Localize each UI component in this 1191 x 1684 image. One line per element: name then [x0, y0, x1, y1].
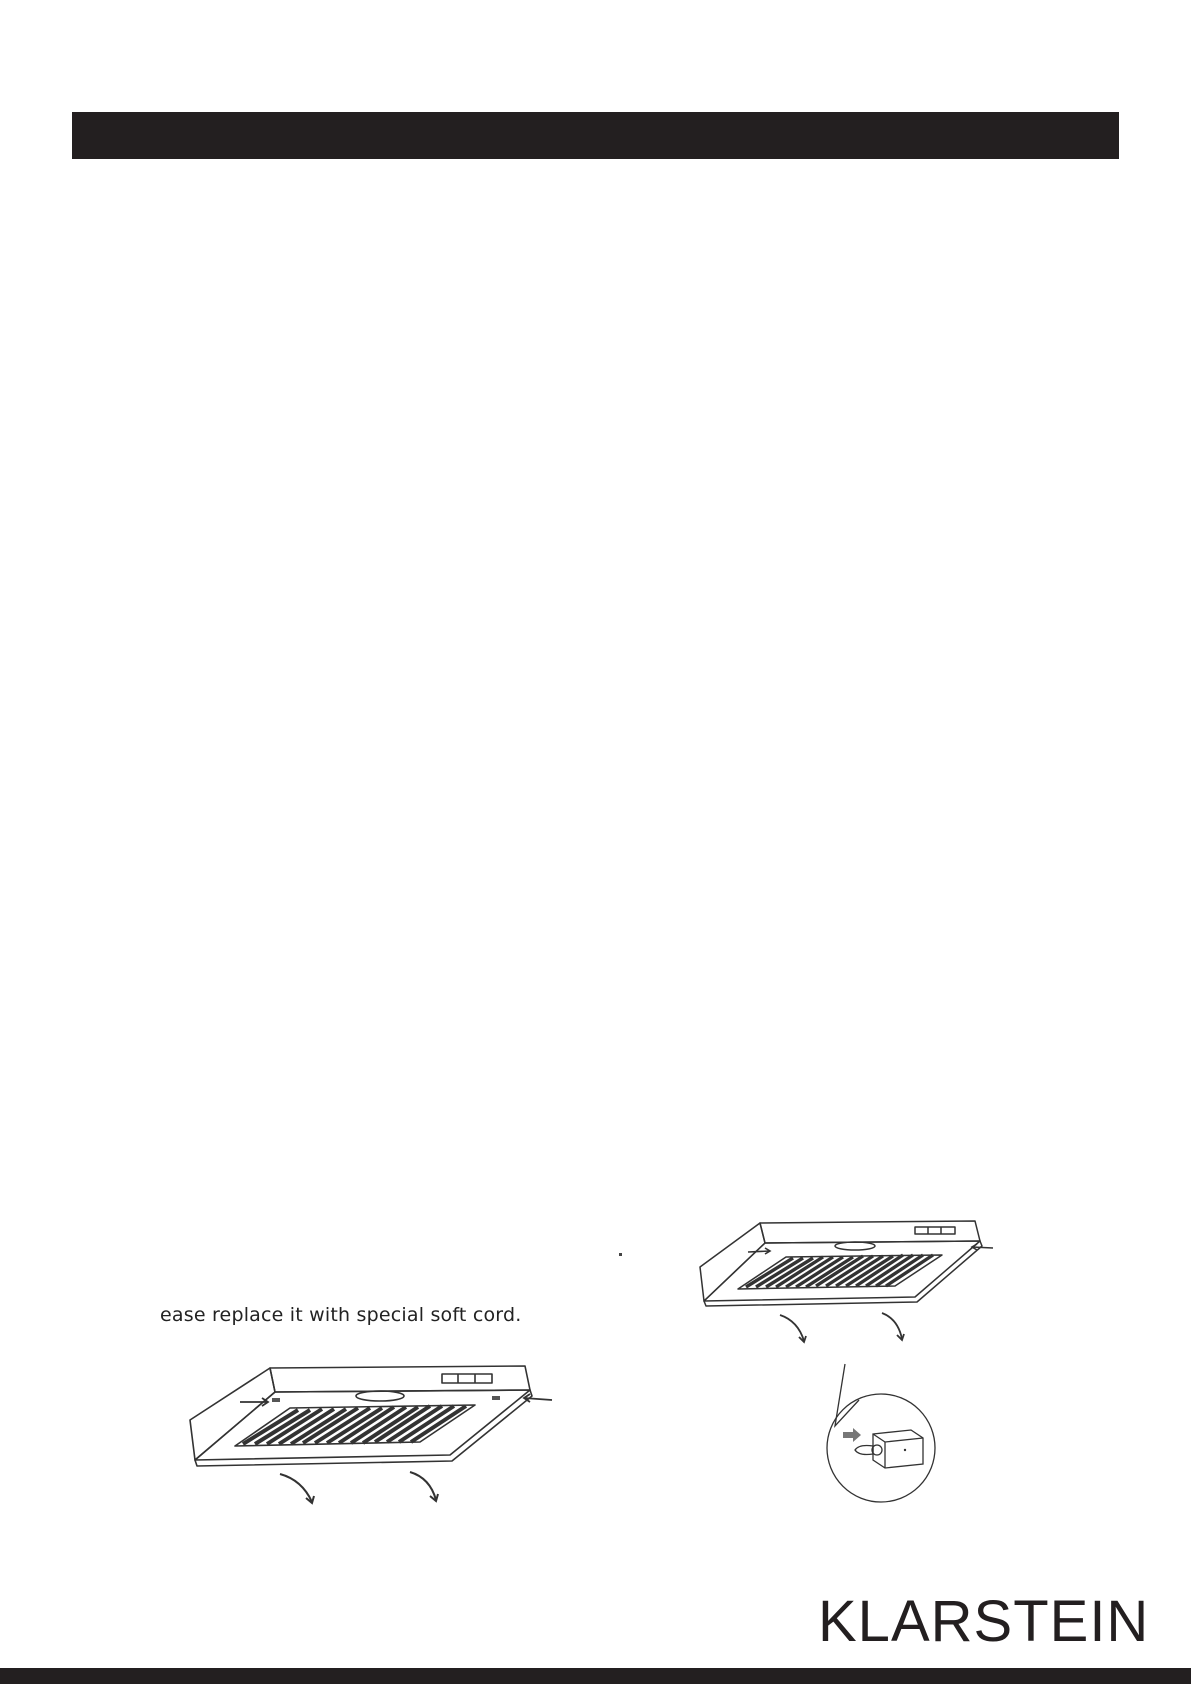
footer-bar	[0, 1668, 1191, 1684]
control-panel	[442, 1374, 492, 1383]
callout-pointer	[835, 1364, 859, 1426]
latch-left	[272, 1398, 280, 1402]
lamp-housing	[873, 1430, 923, 1468]
hood-filter-illustration	[180, 1360, 570, 1510]
drop-arrows	[780, 1313, 904, 1342]
brand-logo: KLARSTEIN	[818, 1589, 1150, 1654]
hood-lamp-illustration	[690, 1215, 1000, 1345]
light-window	[835, 1242, 875, 1250]
latch-right	[492, 1396, 500, 1400]
filter-slats	[243, 1406, 466, 1444]
push-arrow-icon	[843, 1428, 861, 1442]
hood-front	[195, 1390, 530, 1460]
lamp-detail-callout	[815, 1360, 950, 1505]
control-panel	[915, 1227, 955, 1234]
drop-arrows	[280, 1472, 438, 1503]
header-bar	[72, 112, 1119, 159]
filter-slats	[746, 1255, 933, 1287]
instruction-fragment: ease replace it with special soft cord.	[160, 1304, 522, 1326]
bulb-icon	[855, 1446, 873, 1455]
stray-mark	[619, 1253, 622, 1256]
light-window	[356, 1391, 404, 1401]
hood-top-panel	[270, 1366, 530, 1392]
hood-top-panel	[760, 1221, 980, 1243]
